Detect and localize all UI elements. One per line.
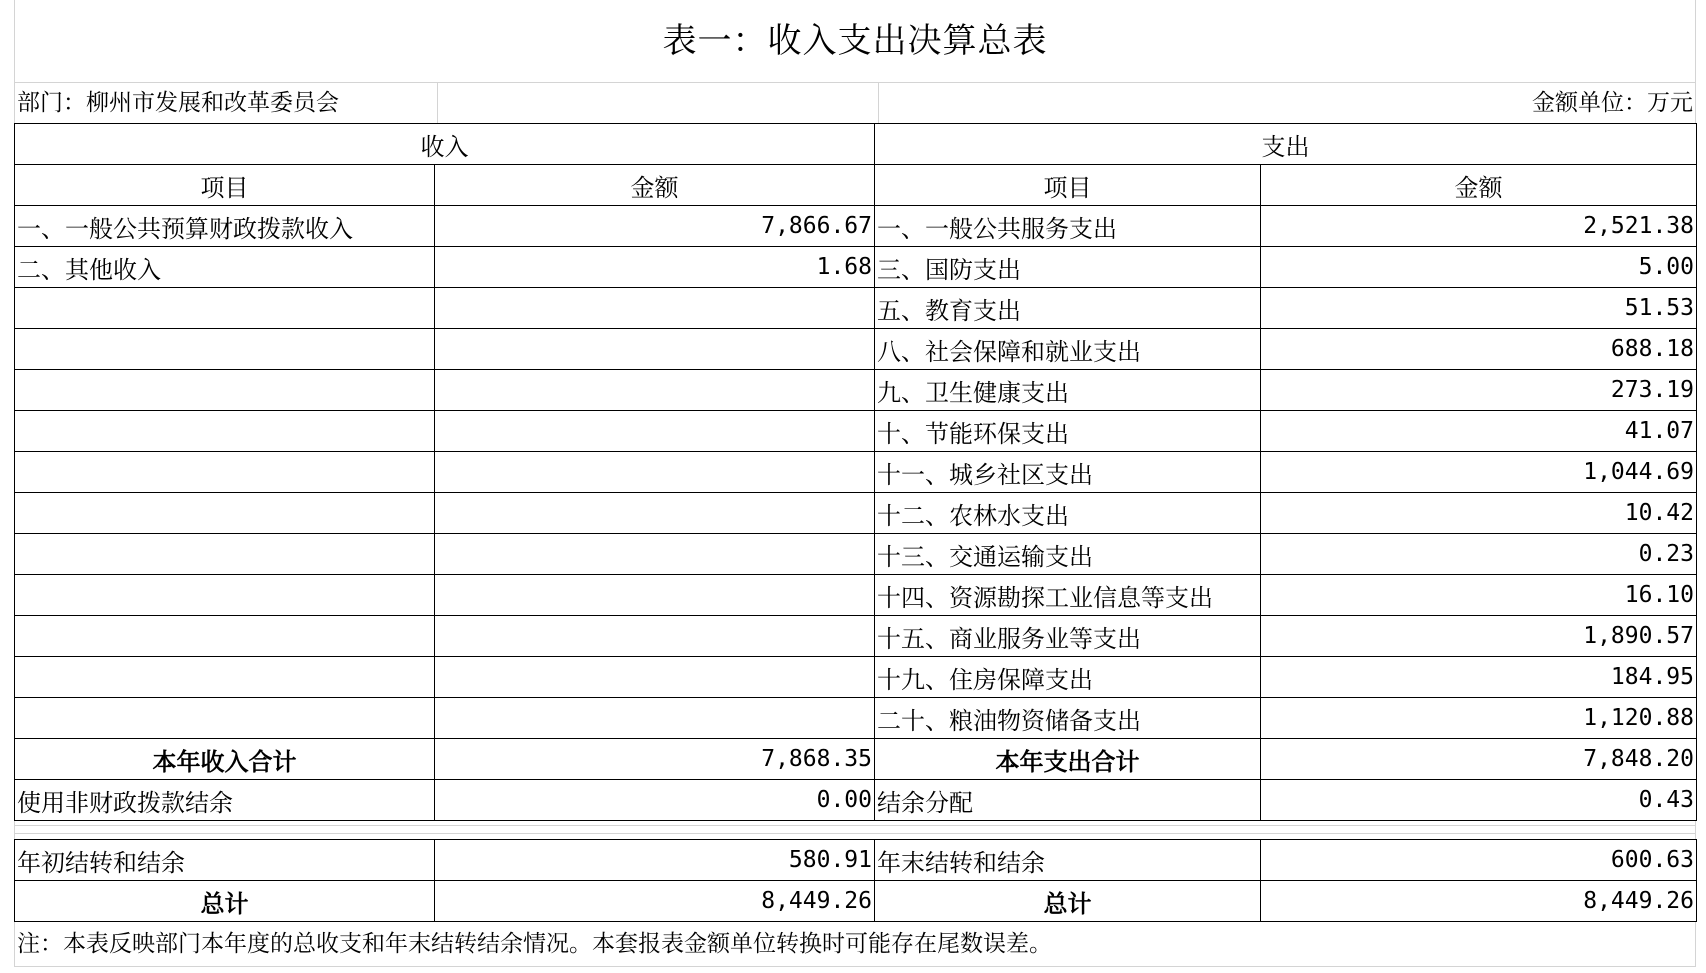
income-balance-amount: 0.00 <box>435 780 875 821</box>
expense-header: 支出 <box>875 124 1697 165</box>
expense-item-cell: 十三、交通运输支出 <box>875 534 1261 575</box>
expense-amount-cell: 16.10 <box>1261 575 1697 616</box>
income-item-cell <box>15 493 435 534</box>
carry-row <box>15 840 1697 881</box>
spreadsheet <box>14 0 1696 967</box>
income-header: 收入 <box>15 124 875 165</box>
total-row <box>15 881 1697 922</box>
income-total-label: 总计 <box>15 881 435 922</box>
income-item-cell: 二、其他收入 <box>15 247 435 288</box>
income-carry-amount: 580.91 <box>435 840 875 881</box>
table-row <box>15 370 1697 411</box>
table-title: 表一：收入支出决算总表 <box>14 0 1696 82</box>
expense-item-cell: 十五、商业服务业等支出 <box>875 616 1261 657</box>
income-amount-cell <box>435 411 875 452</box>
expense-amount-cell: 51.53 <box>1261 288 1697 329</box>
income-item-cell <box>15 411 435 452</box>
income-item-cell <box>15 329 435 370</box>
section-header-row <box>15 124 1697 165</box>
expense-total-label: 总计 <box>875 881 1261 922</box>
expense-item-cell: 二十、粮油物资储备支出 <box>875 698 1261 739</box>
expense-item-cell: 十九、住房保障支出 <box>875 657 1261 698</box>
expense-amount-cell: 5.00 <box>1261 247 1697 288</box>
expense-amount-cell: 0.23 <box>1261 534 1697 575</box>
meta-empty-cell <box>438 83 879 123</box>
income-subtotal-amount: 7,868.35 <box>435 739 875 780</box>
expense-balance-amount: 0.43 <box>1261 780 1697 821</box>
table-row <box>15 616 1697 657</box>
expense-amount-cell: 184.95 <box>1261 657 1697 698</box>
income-amount-cell: 1.68 <box>435 247 875 288</box>
expense-amount-cell: 10.42 <box>1261 493 1697 534</box>
income-amount-cell <box>435 452 875 493</box>
income-item-header: 项目 <box>15 165 435 206</box>
table-row <box>15 247 1697 288</box>
income-item-cell <box>15 370 435 411</box>
income-item-cell <box>15 534 435 575</box>
expense-amount-header: 金额 <box>1261 165 1697 206</box>
income-item-cell: 一、一般公共预算财政拨款收入 <box>15 206 435 247</box>
expense-item-header: 项目 <box>875 165 1261 206</box>
income-amount-cell <box>435 698 875 739</box>
table-row <box>15 329 1697 370</box>
expense-item-cell: 九、卫生健康支出 <box>875 370 1261 411</box>
income-carry-label: 年初结转和结余 <box>15 840 435 881</box>
table-row <box>15 534 1697 575</box>
subtotal-row <box>15 739 1697 780</box>
expense-amount-cell: 1,044.69 <box>1261 452 1697 493</box>
income-item-cell <box>15 657 435 698</box>
table-row <box>15 575 1697 616</box>
table-row <box>15 452 1697 493</box>
column-header-row <box>15 165 1697 206</box>
table-row <box>15 206 1697 247</box>
expense-item-cell: 十二、农林水支出 <box>875 493 1261 534</box>
expense-total-amount: 8,449.26 <box>1261 881 1697 922</box>
expense-amount-cell: 273.19 <box>1261 370 1697 411</box>
income-expense-table <box>14 123 1697 821</box>
footnote: 注：本表反映部门本年度的总收支和年末结转结余情况。本套报表金额单位转换时可能存在尾数误差。 <box>14 922 1696 967</box>
department-label: 部门：柳州市发展和改革委员会 <box>15 83 438 123</box>
income-amount-header: 金额 <box>435 165 875 206</box>
income-subtotal-label: 本年收入合计 <box>15 739 435 780</box>
income-item-cell <box>15 288 435 329</box>
totals-table <box>14 839 1697 922</box>
expense-item-cell: 一、一般公共服务支出 <box>875 206 1261 247</box>
expense-carry-label: 年末结转和结余 <box>875 840 1261 881</box>
expense-amount-cell: 2,521.38 <box>1261 206 1697 247</box>
expense-subtotal-amount: 7,848.20 <box>1261 739 1697 780</box>
table-row <box>15 698 1697 739</box>
expense-item-cell: 八、社会保障和就业支出 <box>875 329 1261 370</box>
income-amount-cell <box>435 288 875 329</box>
income-amount-cell <box>435 575 875 616</box>
income-amount-cell <box>435 534 875 575</box>
income-balance-label: 使用非财政拨款结余 <box>15 780 435 821</box>
expense-item-cell: 十四、资源勘探工业信息等支出 <box>875 575 1261 616</box>
income-amount-cell <box>435 616 875 657</box>
income-item-cell <box>15 575 435 616</box>
expense-item-cell: 三、国防支出 <box>875 247 1261 288</box>
income-amount-cell <box>435 329 875 370</box>
expense-amount-cell: 1,890.57 <box>1261 616 1697 657</box>
balance-row <box>15 780 1697 821</box>
meta-row <box>14 82 1696 123</box>
income-amount-cell: 7,866.67 <box>435 206 875 247</box>
expense-item-cell: 五、教育支出 <box>875 288 1261 329</box>
table-row <box>15 411 1697 452</box>
expense-amount-cell: 1,120.88 <box>1261 698 1697 739</box>
table-row <box>15 288 1697 329</box>
income-amount-cell <box>435 657 875 698</box>
income-amount-cell <box>435 493 875 534</box>
income-item-cell <box>15 616 435 657</box>
expense-item-cell: 十一、城乡社区支出 <box>875 452 1261 493</box>
income-item-cell <box>15 698 435 739</box>
row-gap <box>14 821 1696 839</box>
table-row <box>15 657 1697 698</box>
expense-subtotal-label: 本年支出合计 <box>875 739 1261 780</box>
expense-balance-label: 结余分配 <box>875 780 1261 821</box>
expense-amount-cell: 41.07 <box>1261 411 1697 452</box>
expense-carry-amount: 600.63 <box>1261 840 1697 881</box>
unit-label: 金额单位：万元 <box>1532 90 1693 116</box>
table-row <box>15 493 1697 534</box>
expense-amount-cell: 688.18 <box>1261 329 1697 370</box>
income-item-cell <box>15 452 435 493</box>
expense-item-cell: 十、节能环保支出 <box>875 411 1261 452</box>
income-total-amount: 8,449.26 <box>435 881 875 922</box>
income-amount-cell <box>435 370 875 411</box>
